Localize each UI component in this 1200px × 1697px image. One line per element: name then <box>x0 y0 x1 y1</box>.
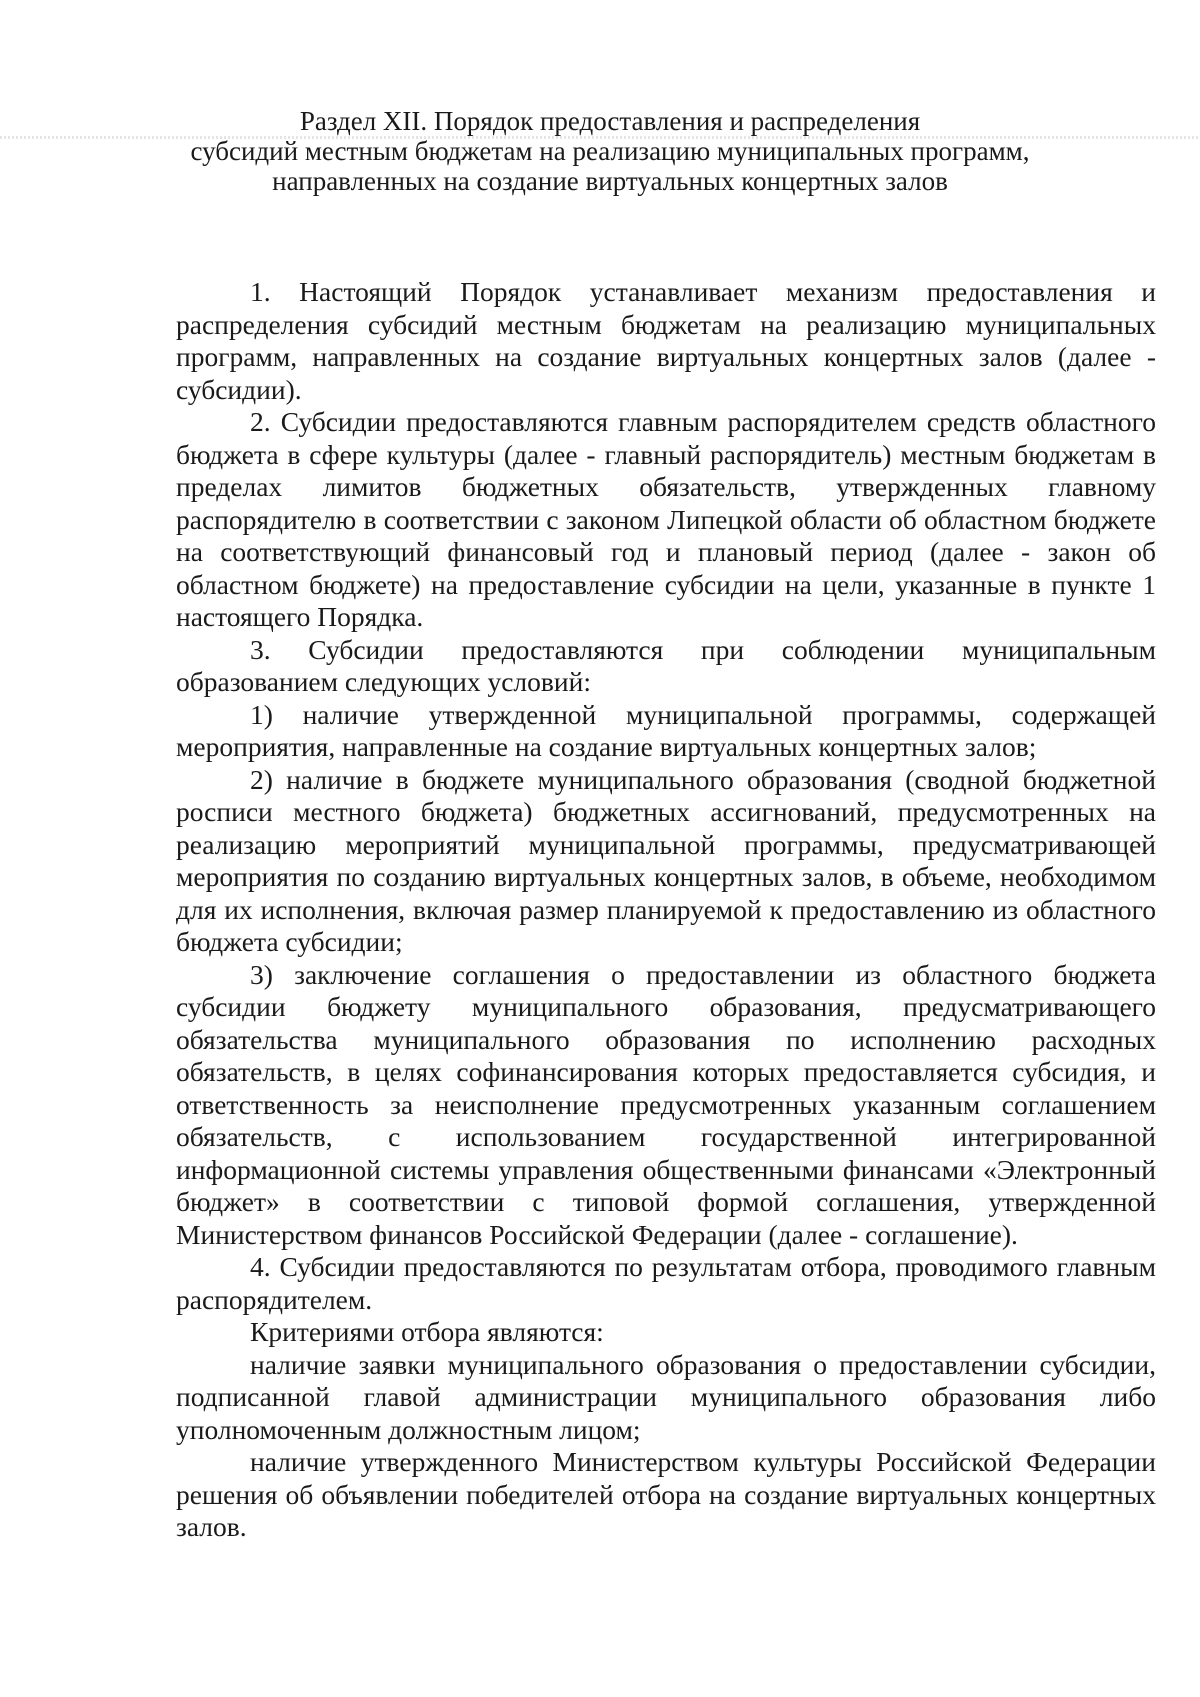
section-heading <box>160 106 1060 196</box>
condition-1: 1) наличие утвержденной муниципальной программы, содержащей мероприятия, направленные на создание виртуальных концертных залов; <box>176 698 1156 762</box>
paragraph-item-1: 1. Настоящий Порядок устанавливает механизм предоставления и распределения субсидий местным бюджетам на реализацию муниципальных программ, направленных на создание виртуальных концертных залов (далее - субсидии). <box>176 276 1156 405</box>
heading-line-1: Раздел XII. Порядок предоставления и распределения <box>299 106 921 136</box>
paragraph-item-2: 2. Субсидии предоставляются главным распорядителем средств областного бюджета в сфере культуры (далее - главный распорядитель) местным бюджетам в пределах лимитов бюджетных обязательств, утвержденных главному распорядителю в соответствии с законом Липецкой области об областном бюджете на соответствующий финансовый год и плановый период (далее - закон об областном бюджете) на предоставление субсидии на цели, указанные в пункте 1 настоящего Порядка. <box>176 406 1156 632</box>
condition-2: 2) наличие в бюджете муниципального образования (сводной бюджетной росписи местного бюджета) бюджетных ассигнований, предусмотренных на реализацию мероприятий муниципальной программы, предусматривающей мероприятия по созданию виртуальных концертных залов, в объеме, необходимом для их исполнения, включая размер планируемой к предоставлению из областного бюджета субсидии; <box>176 763 1156 957</box>
heading-line-3: направленных на создание виртуальных концертных залов <box>272 166 948 196</box>
criterion-2: наличие утвержденного Министерством культуры Российской Федерации решения об объявлении победителей отбора на создание виртуальных концертных залов. <box>176 1446 1156 1542</box>
paragraph-item-3: 3. Субсидии предоставляются при соблюдении муниципальным образованием следующих условий: <box>176 633 1156 697</box>
heading-line-2: субсидий местным бюджетам на реализацию муниципальных программ, <box>190 136 1030 166</box>
criteria-intro: Критериями отбора являются: <box>250 1316 604 1347</box>
paragraph-item-4: 4. Субсидии предоставляются по результатам отбора, проводимого главным распорядителем. <box>176 1251 1156 1315</box>
document-body <box>176 276 1156 1544</box>
condition-3: 3) заключение соглашения о предоставлении из областного бюджета субсидии бюджету муниципального образования, предусматривающего обязательства муниципального образования по исполнению расходных обязательств, в целях софинансирования которых предоставляется субсидия, и ответственность за неисполнение предусмотренных указанным соглашением обязательств, с использованием государственной интегрированной информационной системы управления общественными финансами «Электронный бюджет» в соответствии с типовой формой соглашения, утвержденной Министерством финансов Российской Федерации (далее - соглашение). <box>176 958 1156 1250</box>
criterion-1: наличие заявки муниципального образования о предоставлении субсидии, подписанной главой администрации муниципального образования либо уполномоченным должностным лицом; <box>176 1348 1156 1445</box>
